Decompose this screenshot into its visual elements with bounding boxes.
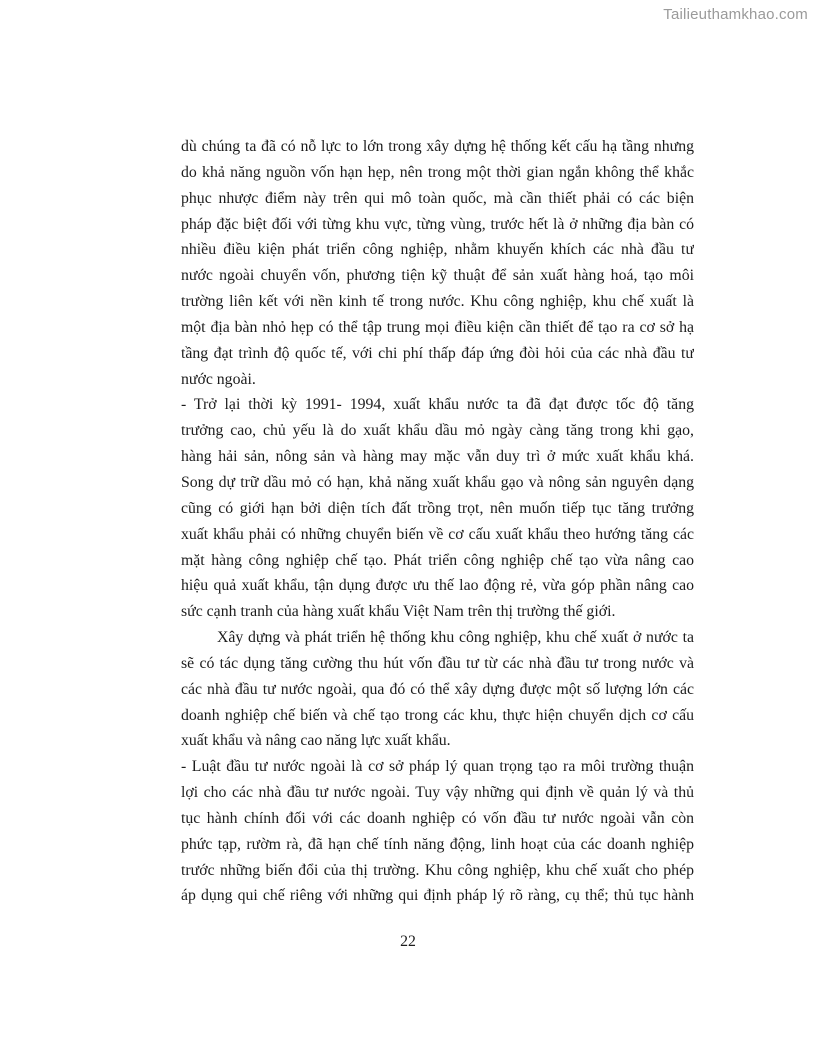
text-line: - Trở lại thời kỳ 1991- 1994, xuất khẩu nước ta đã đạt được tốc độ tăng bbox=[181, 396, 694, 414]
paragraph bbox=[181, 134, 694, 392]
paragraph bbox=[181, 754, 694, 909]
text-line: hàng hải sản, nông sản và hàng may mặc vẫn duy trì ở mức xuất khẩu khá. bbox=[181, 448, 694, 466]
text-line: một địa bàn nhỏ hẹp có thể tập trung mọi điều kiện cần thiết để tạo ra cơ sở hạ bbox=[181, 318, 694, 336]
text-line: do khả năng nguồn vốn hạn hẹp, nên trong một thời gian ngắn không thể khắc bbox=[181, 163, 694, 181]
text-line: mặt hàng công nghiệp chế tạo. Phát triển công nghiệp chế tạo vừa nâng cao bbox=[181, 551, 694, 569]
text-line: phục nhược điểm này trên qui mô toàn quốc, mà cần thiết phải có các biện bbox=[181, 189, 694, 207]
text-line: trưởng cao, chủ yếu là do xuất khẩu dầu mỏ ngày càng tăng trong khi gạo, bbox=[181, 422, 694, 440]
text-line: dù chúng ta đã có nỗ lực to lớn trong xây dựng hệ thống kết cấu hạ tầng nhưng bbox=[181, 138, 694, 155]
text-line: nhiều điều kiện phát triển công nghiệp, nhằm khuyến khích các nhà đầu tư bbox=[181, 241, 694, 259]
text-line: doanh nghiệp chế biến và chế tạo trong các khu, thực hiện chuyển dịch cơ cấu bbox=[181, 706, 694, 724]
text-line: nước ngoài chuyển vốn, phương tiện kỹ thuật để sản xuất hàng hoá, tạo môi bbox=[181, 267, 694, 285]
text-line: Xây dựng và phát triển hệ thống khu công nghiệp, khu chế xuất ở nước ta bbox=[217, 629, 694, 647]
text-line: sẽ có tác dụng tăng cường thu hút vốn đầu tư từ các nhà đầu tư trong nước và bbox=[181, 654, 694, 672]
text-line: xuất khẩu và nâng cao năng lực xuất khẩu. bbox=[181, 732, 451, 750]
paragraph bbox=[181, 392, 694, 625]
text-line: Song dự trữ dầu mỏ có hạn, khả năng xuất khẩu gạo và nông sản nguyên dạng bbox=[181, 473, 694, 491]
text-line: lợi cho các nhà đầu tư nước ngoài. Tuy vậy những qui định về quản lý và thủ bbox=[181, 784, 694, 802]
text-line: phức tạp, rườm rà, đã hạn chế tính năng động, linh hoạt của các doanh nghiệp bbox=[181, 835, 694, 853]
text-line: sức cạnh tranh của hàng xuất khẩu Việt Nam trên thị trường thế giới. bbox=[181, 603, 616, 621]
watermark: Tailieuthamkhao.com bbox=[663, 6, 808, 23]
page-number: 22 bbox=[400, 933, 416, 950]
text-line: cũng có giới hạn bởi diện tích đất trồng trọt, nên muốn tiếp tục tăng trưởng bbox=[181, 499, 694, 517]
text-line: hiệu quả xuất khẩu, tận dụng được ưu thế lao động rẻ, vừa góp phần nâng cao bbox=[181, 577, 694, 595]
text-line: tục hành chính đối với các doanh nghiệp có vốn đầu tư nước ngoài vẫn còn bbox=[181, 809, 694, 827]
text-line: trường liên kết với nền kinh tế trong nước. Khu công nghiệp, khu chế xuất là bbox=[181, 293, 694, 311]
text-line: các nhà đầu tư nước ngoài, qua đó có thể xây dựng được một số lượng lớn các bbox=[181, 680, 694, 698]
paragraph bbox=[181, 625, 694, 754]
text-line: trước những biến đổi của thị trường. Khu công nghiệp, khu chế xuất cho phép bbox=[181, 861, 694, 879]
text-line: nước ngoài. bbox=[181, 370, 256, 388]
text-line: áp dụng qui chế riêng với những qui định pháp lý rõ ràng, cụ thể; thủ tục hành bbox=[181, 887, 694, 905]
text-line: pháp đặc biệt đối với từng khu vực, từng vùng, trước hết là ở những địa bàn có bbox=[181, 215, 694, 233]
text-line: tầng đạt trình độ quốc tế, với chi phí thấp đáp ứng đòi hỏi của các nhà đầu tư bbox=[181, 344, 694, 362]
text-line: xuất khẩu phải có những chuyển biến về cơ cấu xuất khẩu theo hướng tăng các bbox=[181, 525, 694, 543]
body-text bbox=[181, 134, 694, 909]
text-line: - Luật đầu tư nước ngoài là cơ sở pháp lý quan trọng tạo ra môi trường thuận bbox=[181, 758, 694, 776]
